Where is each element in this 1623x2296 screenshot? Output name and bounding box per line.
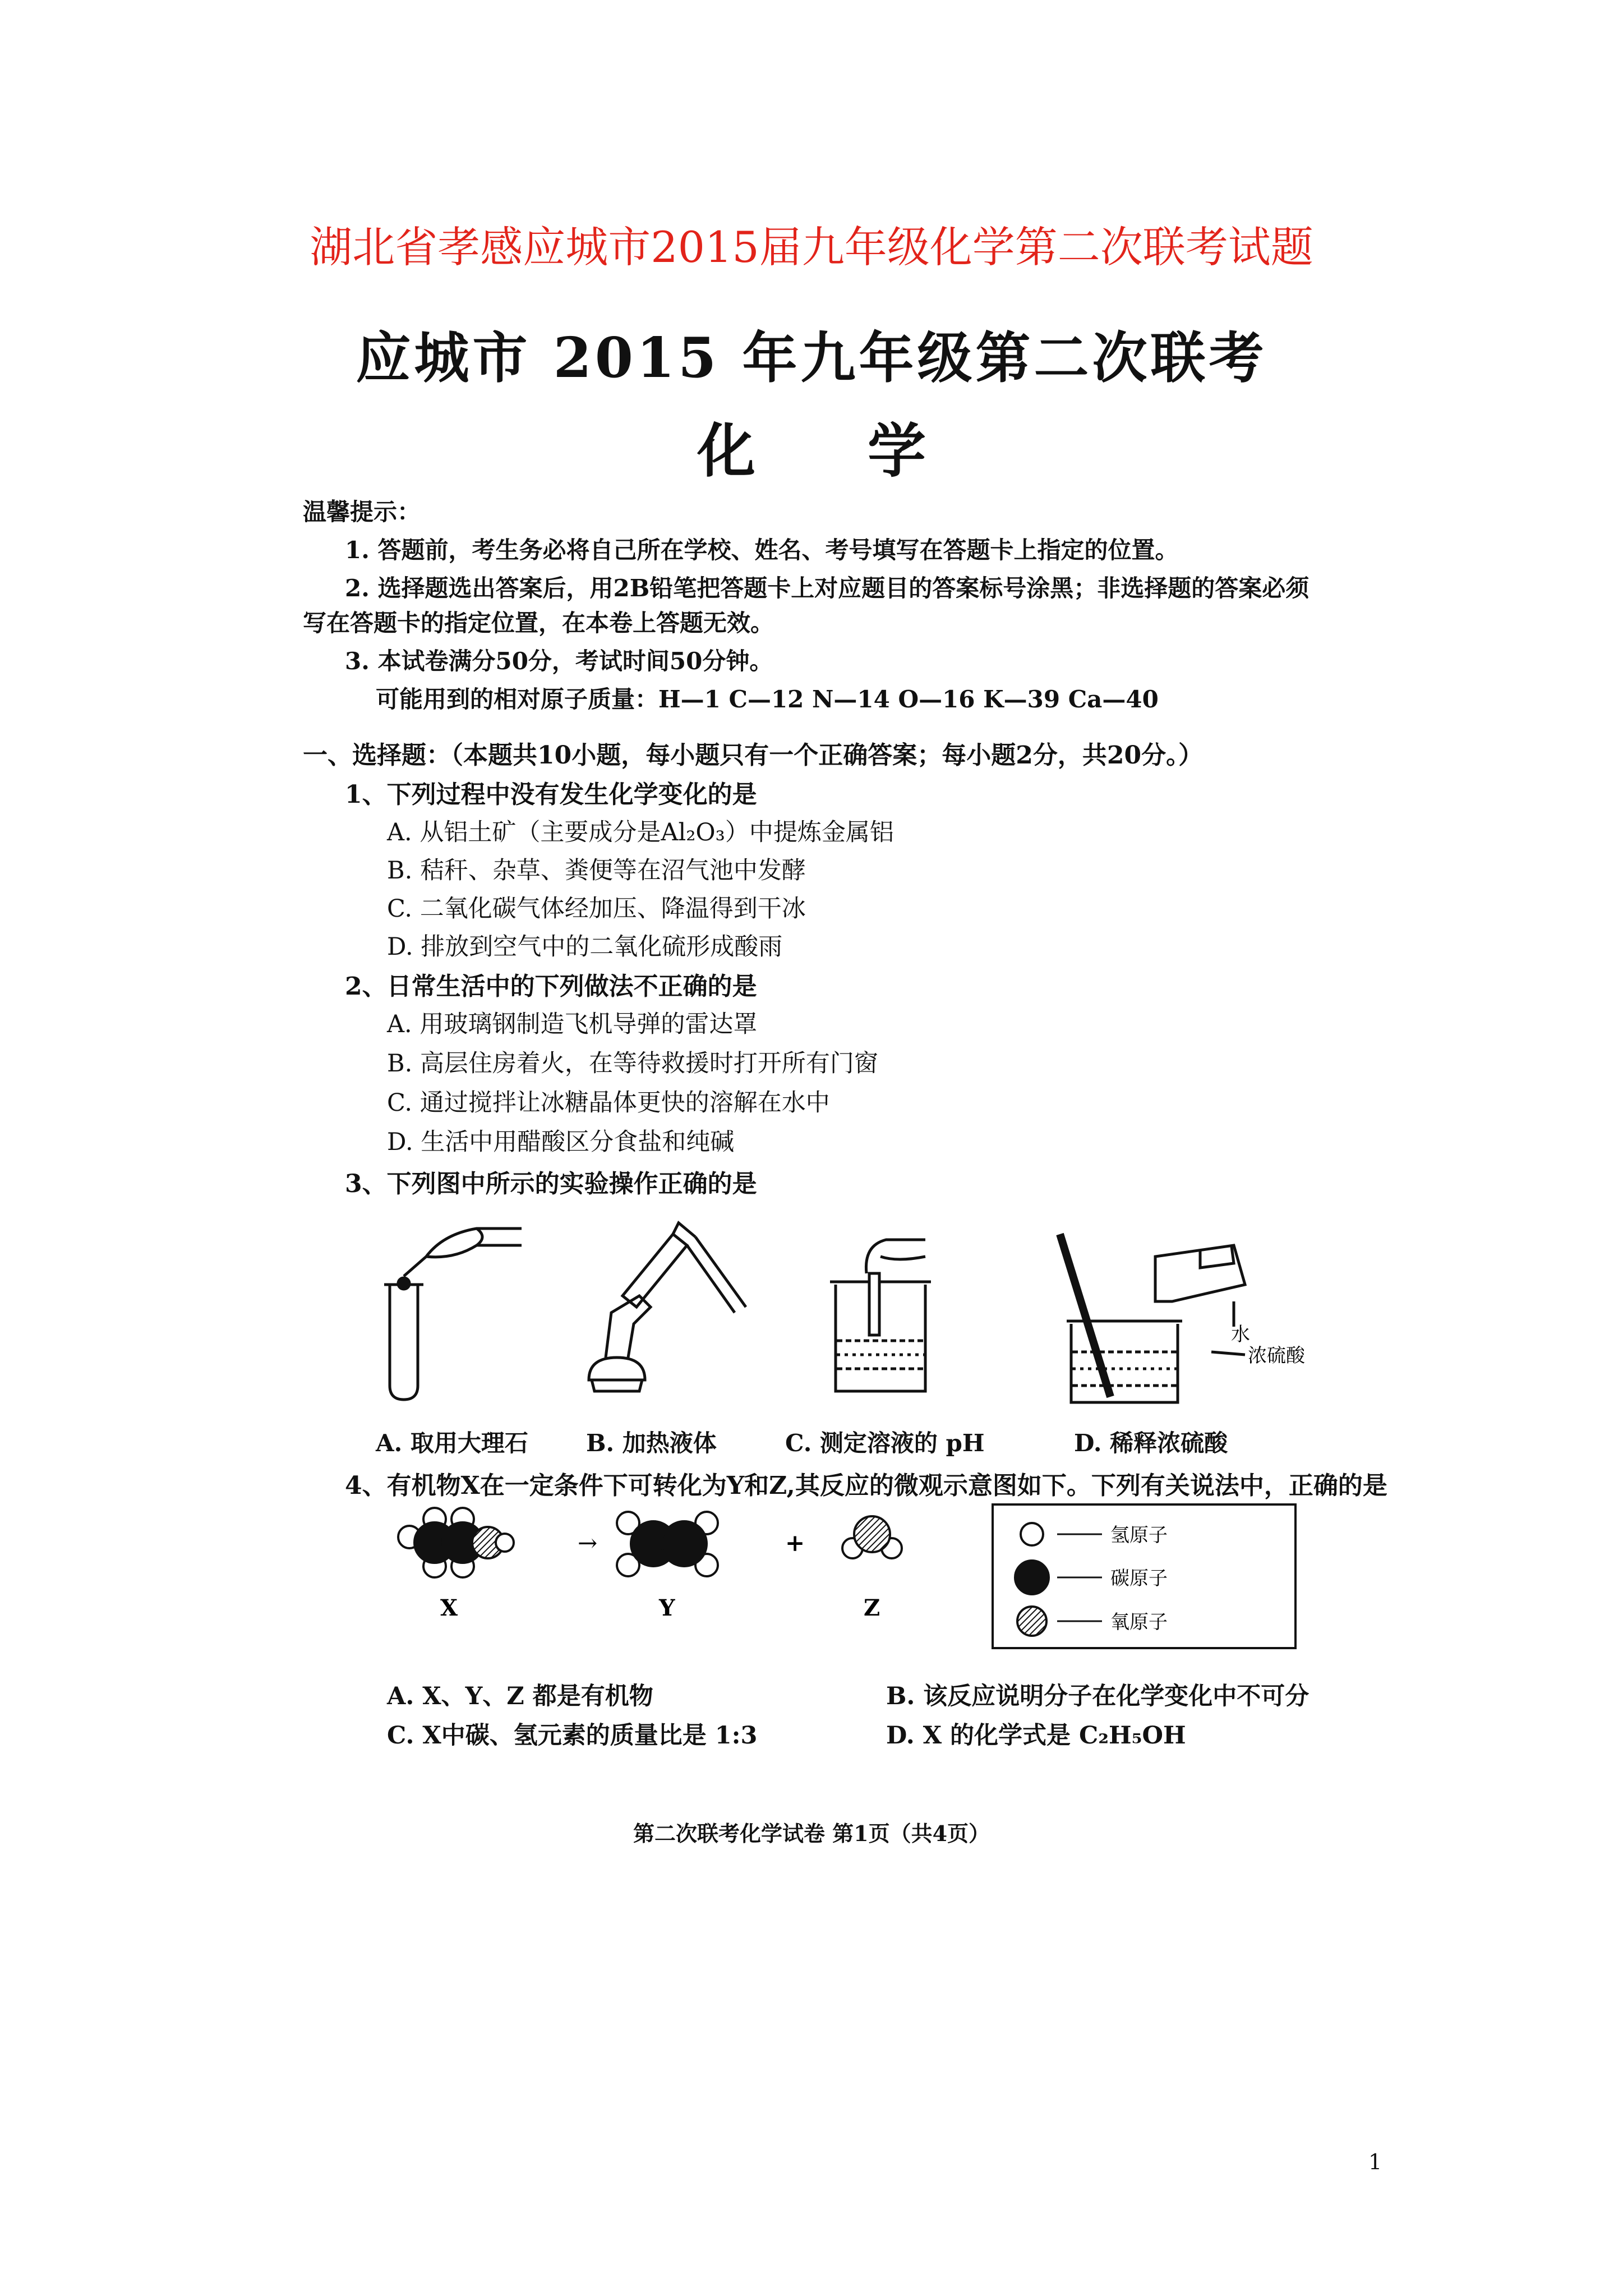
- tip-line-3: 写在答题卡的指定位置，在本卷上答题无效。: [303, 609, 774, 637]
- reaction-plus: +: [785, 1529, 805, 1557]
- page-footer: 第二次联考化学试卷 第1页（共4页）: [633, 1821, 990, 1846]
- document-title: 湖北省孝感应城市2015届九年级化学第二次联考试题: [310, 222, 1313, 272]
- molecule-label-x: X: [440, 1595, 458, 1621]
- carbon-atom-icon: [1015, 1561, 1049, 1594]
- legend-hydrogen: 氢原子: [1110, 1524, 1168, 1547]
- question-1-option-d: D. 排放到空气中的二氧化硫形成酸雨: [387, 933, 783, 961]
- tip-line-4: 3. 本试卷满分50分，考试时间50分钟。: [345, 647, 773, 675]
- figure-a-marble-icon: [384, 1228, 522, 1400]
- page-number: 1: [1368, 2150, 1382, 2174]
- tip-line-2: 2. 选择题选出答案后，用2B铅笔把答题卡上对应题目的答案标号涂黑；非选择题的答案必须: [345, 574, 1310, 602]
- hydrogen-atom-icon: [1021, 1523, 1043, 1545]
- legend-oxygen: 氧原子: [1110, 1611, 1168, 1634]
- figure-b-heating-icon: [589, 1223, 746, 1391]
- figure-caption-d: D. 稀释浓硫酸: [1074, 1429, 1228, 1457]
- molecule-x-icon: [398, 1508, 514, 1577]
- tip-line-1: 1. 答题前，考生务必将自己所在学校、姓名、考号填写在答题卡上指定的位置。: [345, 536, 1179, 564]
- reaction-arrow: →: [578, 1529, 598, 1557]
- molecule-z-icon: [842, 1516, 902, 1558]
- subject-title: 化学: [697, 416, 1038, 485]
- reaction-diagram: [393, 1503, 1335, 1683]
- molecule-label-y: Y: [659, 1595, 675, 1621]
- question-4-stem: 4、有机物X在一定条件下可转化为Y和Z,其反应的微观示意图如下。下列有关说法中，正确的是: [345, 1471, 1387, 1500]
- lab-operations-figure: [359, 1212, 1346, 1419]
- atom-legend: [993, 1504, 1295, 1648]
- question-1-option-b: B. 秸秆、杂草、粪便等在沼气池中发酵: [387, 857, 806, 885]
- figure-label-acid: 浓硫酸: [1248, 1345, 1305, 1367]
- question-2-stem: 2、日常生活中的下列做法不正确的是: [345, 972, 757, 1001]
- question-4-option-a: A. X、Y、Z 都是有机物: [387, 1682, 653, 1710]
- tips-heading: 温馨提示：: [303, 498, 421, 526]
- figure-caption-c: C. 测定溶液的 pH: [785, 1429, 985, 1457]
- figure-c-ph-icon: [830, 1240, 931, 1391]
- question-1-option-a: A. 从铝土矿（主要成分是Al₂O₃）中提炼金属铝: [387, 818, 894, 846]
- figure-caption-b: B. 加热液体: [586, 1429, 717, 1457]
- oxygen-atom-icon: [1017, 1607, 1046, 1636]
- question-2-option-c: C. 通过搅拌让冰糖晶体更快的溶解在水中: [387, 1089, 830, 1117]
- atomic-mass-line: 可能用到的相对原子质量：H—1 C—12 N—14 O—16 K—39 Ca—40: [376, 685, 1159, 713]
- figure-caption-a: A. 取用大理石: [376, 1429, 528, 1457]
- figure-d-dilution-icon: [1060, 1234, 1245, 1402]
- legend-carbon: 碳原子: [1110, 1567, 1168, 1590]
- exam-title: 应城市 2015 年九年级第二次联考: [356, 326, 1267, 390]
- molecule-label-z: Z: [864, 1595, 880, 1621]
- question-1-stem: 1、下列过程中没有发生化学变化的是: [345, 780, 757, 809]
- question-4-option-b: B. 该反应说明分子在化学变化中不可分: [886, 1682, 1310, 1710]
- question-3-stem: 3、下列图中所示的实验操作正确的是: [345, 1170, 757, 1198]
- molecule-y-icon: [617, 1512, 718, 1576]
- section-heading: 一、选择题：（本题共10小题，每小题只有一个正确答案；每小题2分，共20分。）: [303, 741, 1204, 770]
- question-2-option-d: D. 生活中用醋酸区分食盐和纯碱: [387, 1128, 735, 1156]
- question-1-option-c: C. 二氧化碳气体经加压、降温得到干冰: [387, 895, 806, 923]
- question-2-option-b: B. 高层住房着火，在等待救援时打开所有门窗: [387, 1050, 878, 1078]
- figure-label-water: 水: [1231, 1323, 1250, 1346]
- question-2-option-a: A. 用玻璃钢制造飞机导弹的雷达罩: [387, 1010, 758, 1038]
- question-4-option-c: C. X中碳、氢元素的质量比是 1:3: [387, 1722, 758, 1750]
- question-4-option-d: D. X 的化学式是 C₂H₅OH: [886, 1722, 1186, 1750]
